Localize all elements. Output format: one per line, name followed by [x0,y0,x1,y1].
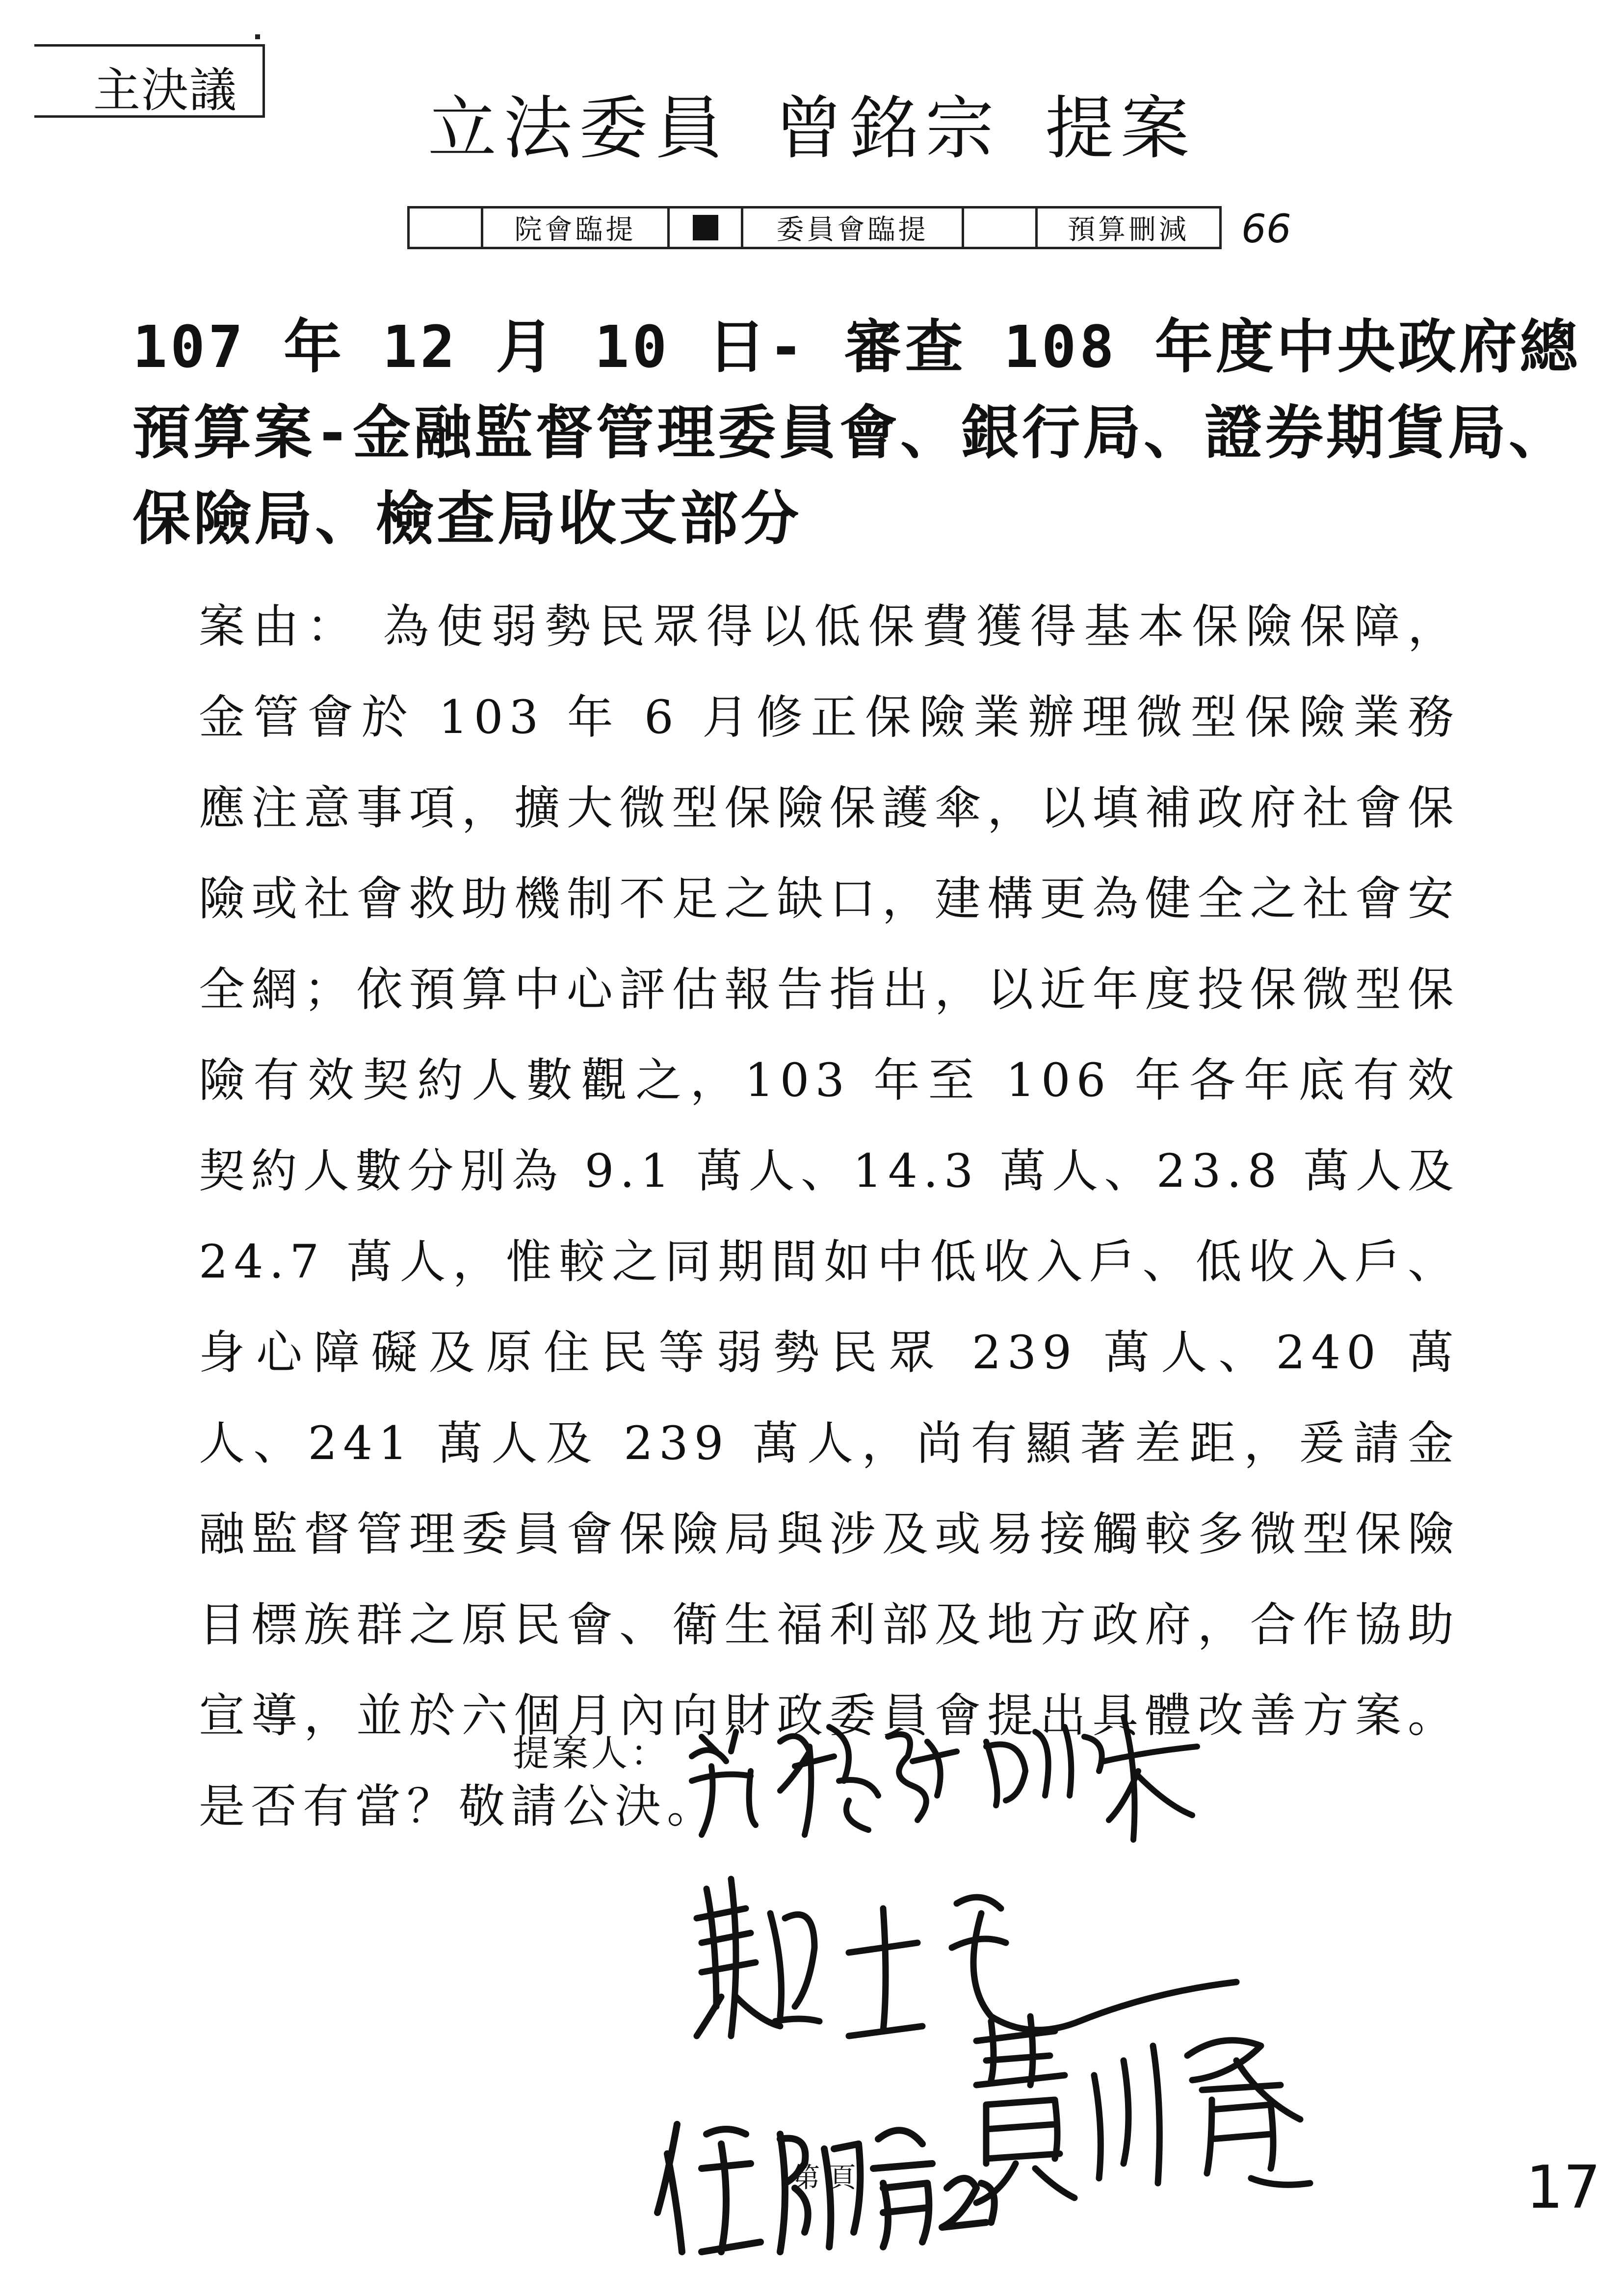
title-role: 立法委員 [427,89,730,169]
proposal-heading: 107 年 12 月 10 日- 審查 108 年度中央政府總預算案-金融監督管理委員會、銀行局、證券期貨局、保險局、檢查局收支部分 [132,313,1581,552]
type-check-blank-1 [410,209,483,247]
proposal-type-table [407,206,1222,249]
title-suffix: 提案 [1045,89,1197,169]
signature-3 [957,2002,1349,2208]
type-check-blank-2 [964,209,1038,247]
filled-checkbox-icon [693,215,718,240]
signature-1 [682,1697,1222,1845]
signer-label: 提案人： [513,1732,670,1774]
title-name: 曾銘宗 [774,89,1001,169]
scan-mark [255,34,260,39]
type-option-budget-cut: 預算刪減 [1068,214,1189,246]
type-option-committee: 委員會臨提 [743,209,964,247]
handwritten-code: 66 [1241,206,1291,252]
page-title [0,74,1624,172]
type-option-plenary: 院會臨提 [483,209,670,247]
page-number: 17 [1526,2154,1601,2222]
page-label: 第 頁 [792,2162,856,2194]
resolution-stamp-label: 主決議 [93,63,237,118]
proposal-body: 案由： 為使弱勢民眾得以低保費獲得基本保險保障，金管會於 103 年 6 月修正保險業辦理微型保險業務應注意事項，擴大微型保險保護傘，以填補政府社會保險或社會救助機制不足之缺口，建構更為健全之社會安全網；依預算中心評估報告指出，以近年度投保微型保險有效契約人數觀之，103 年至 106 年各年底有效契約人數分別為 9.1 萬人、14.3 萬人、23.8 萬人及 24.7 萬人，惟較之同期間如中低收入戶、低收入戶、身心障礙及原住民等弱勢民眾 239 萬人、240 萬人、241 萬人及 239 萬人，尚有顯著差距，爰請金融監督管理委員會保險局與涉及或易接觸較多微型保險目標族群之原民會、衛生福利部及地方政府，合作協助宣導，並於六個月內向財政委員會提出具體改善方案。是否有當？敬請公決。 [199,600,1460,1833]
type-check-selected [670,209,743,247]
